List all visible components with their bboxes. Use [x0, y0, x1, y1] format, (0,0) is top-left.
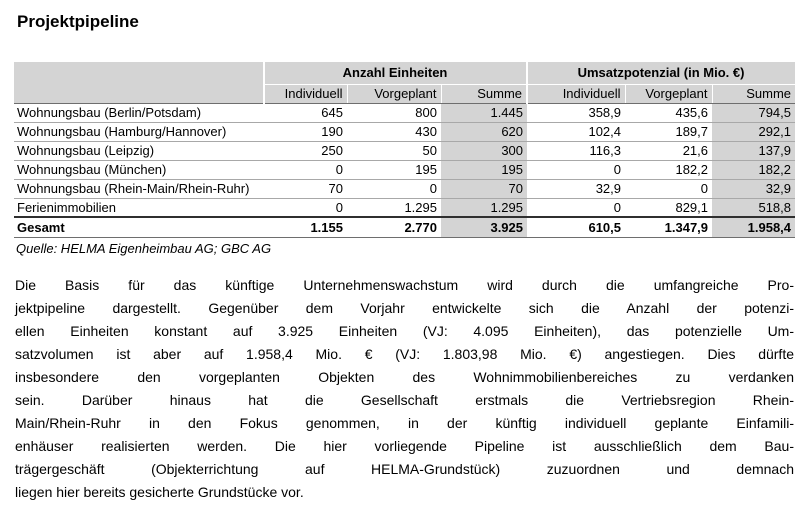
cell-value: 0: [264, 198, 347, 217]
table-row: [14, 103, 795, 122]
row-label: Wohnungsbau (Hamburg/Hannover): [14, 122, 264, 141]
total-cell-value: 610,5: [527, 217, 625, 237]
cell-value: 137,9: [712, 141, 795, 160]
cell-value: 620: [441, 122, 527, 141]
total-cell-value: 2.770: [347, 217, 441, 237]
row-label: Wohnungsbau (Leipzig): [14, 141, 264, 160]
body-paragraph: [15, 274, 794, 504]
row-label: Wohnungsbau (Rhein-Main/Rhein-Ruhr): [14, 179, 264, 198]
body-text-line: sein. Darüber hinaus hat die Gesellschaft erstmals die Vertriebsregion Rhein-: [15, 392, 794, 408]
project-pipeline-table: [14, 62, 795, 238]
subheader-vorgeplant-2: Vorgeplant: [625, 84, 712, 103]
cell-value: 182,2: [712, 160, 795, 179]
cell-value: 430: [347, 122, 441, 141]
cell-value: 102,4: [527, 122, 625, 141]
total-cell-value: 1.347,9: [625, 217, 712, 237]
subheader-vorgeplant-1: Vorgeplant: [347, 84, 441, 103]
cell-value: 829,1: [625, 198, 712, 217]
body-text-line: satzvolumen ist aber auf 1.958,4 Mio. € (VJ: 1.803,98 Mio. €) angestiegen. Dies dürfte: [15, 346, 794, 362]
cell-value: 0: [264, 160, 347, 179]
cell-value: 195: [347, 160, 441, 179]
row-label: Wohnungsbau (Berlin/Potsdam): [14, 103, 264, 122]
subheader-summe-2: Summe: [712, 84, 795, 103]
body-text-line: enhäuser realisierten werden. Die hier vorliegende Pipeline ist ausschließlich dem Bau-: [15, 438, 794, 454]
page-title: Projektpipeline: [17, 12, 139, 31]
body-text-line: jektpipeline dargestellt. Gegenüber dem Vorjahr entwickelte sich die Anzahl der potenzi-: [15, 300, 794, 316]
cell-value: 32,9: [527, 179, 625, 198]
body-text-line: Die Basis für das künftige Unternehmenswachstum wird durch die umfangreiche Pro-: [15, 277, 794, 293]
cell-value: 50: [347, 141, 441, 160]
cell-value: 0: [347, 179, 441, 198]
table-total-row: [14, 217, 795, 237]
column-group-umsatzpotenzial: Umsatzpotenzial (in Mio. €): [527, 62, 795, 84]
cell-value: 800: [347, 103, 441, 122]
cell-value: 0: [527, 160, 625, 179]
total-cell-value: 1.958,4: [712, 217, 795, 237]
cell-value: 794,5: [712, 103, 795, 122]
cell-value: 300: [441, 141, 527, 160]
cell-value: 182,2: [625, 160, 712, 179]
cell-value: 518,8: [712, 198, 795, 217]
cell-value: 1.445: [441, 103, 527, 122]
cell-value: 116,3: [527, 141, 625, 160]
cell-value: 1.295: [347, 198, 441, 217]
subheader-individuell-1: Individuell: [264, 84, 347, 103]
body-text-line: Main/Rhein-Ruhr in den Fokus genommen, in der künftig individuell geplante Einfamili-: [15, 415, 794, 431]
cell-value: 0: [625, 179, 712, 198]
subheader-summe-1: Summe: [441, 84, 527, 103]
table-source-line: Quelle: HELMA Eigenheimbau AG; GBC AG: [16, 241, 272, 256]
row-label: Ferienimmobilien: [14, 198, 264, 217]
total-cell-value: 3.925: [441, 217, 527, 237]
row-label-header-cell: [14, 62, 264, 103]
cell-value: 189,7: [625, 122, 712, 141]
cell-value: 195: [441, 160, 527, 179]
cell-value: 190: [264, 122, 347, 141]
column-group-anzahl-einheiten: Anzahl Einheiten: [264, 62, 527, 84]
table-row: [14, 198, 795, 217]
cell-value: 435,6: [625, 103, 712, 122]
table-row: [14, 179, 795, 198]
subheader-individuell-2: Individuell: [527, 84, 625, 103]
body-text-line: insbesondere den vorgeplanten Objekten des Wohnimmobilienbereiches zu verdanken: [15, 369, 794, 385]
cell-value: 645: [264, 103, 347, 122]
row-label: Wohnungsbau (München): [14, 160, 264, 179]
cell-value: 32,9: [712, 179, 795, 198]
total-row-label: Gesamt: [14, 217, 264, 237]
total-cell-value: 1.155: [264, 217, 347, 237]
body-text-line: liegen hier bereits gesicherte Grundstücke vor.: [15, 484, 304, 500]
cell-value: 0: [527, 198, 625, 217]
cell-value: 358,9: [527, 103, 625, 122]
cell-value: 292,1: [712, 122, 795, 141]
cell-value: 70: [441, 179, 527, 198]
cell-value: 250: [264, 141, 347, 160]
cell-value: 1.295: [441, 198, 527, 217]
cell-value: 70: [264, 179, 347, 198]
table-group-header-row: [14, 62, 795, 84]
cell-value: 21,6: [625, 141, 712, 160]
table-row: [14, 141, 795, 160]
table-row: [14, 122, 795, 141]
body-text-line: ellen Einheiten konstant auf 3.925 Einheiten (VJ: 4.095 Einheiten), das potenzielle Um-: [15, 323, 794, 339]
table-row: [14, 160, 795, 179]
body-text-line: trägergeschäft (Objekterrichtung auf HELMA-Grundstück) zuzuordnen und demnach: [15, 461, 794, 477]
